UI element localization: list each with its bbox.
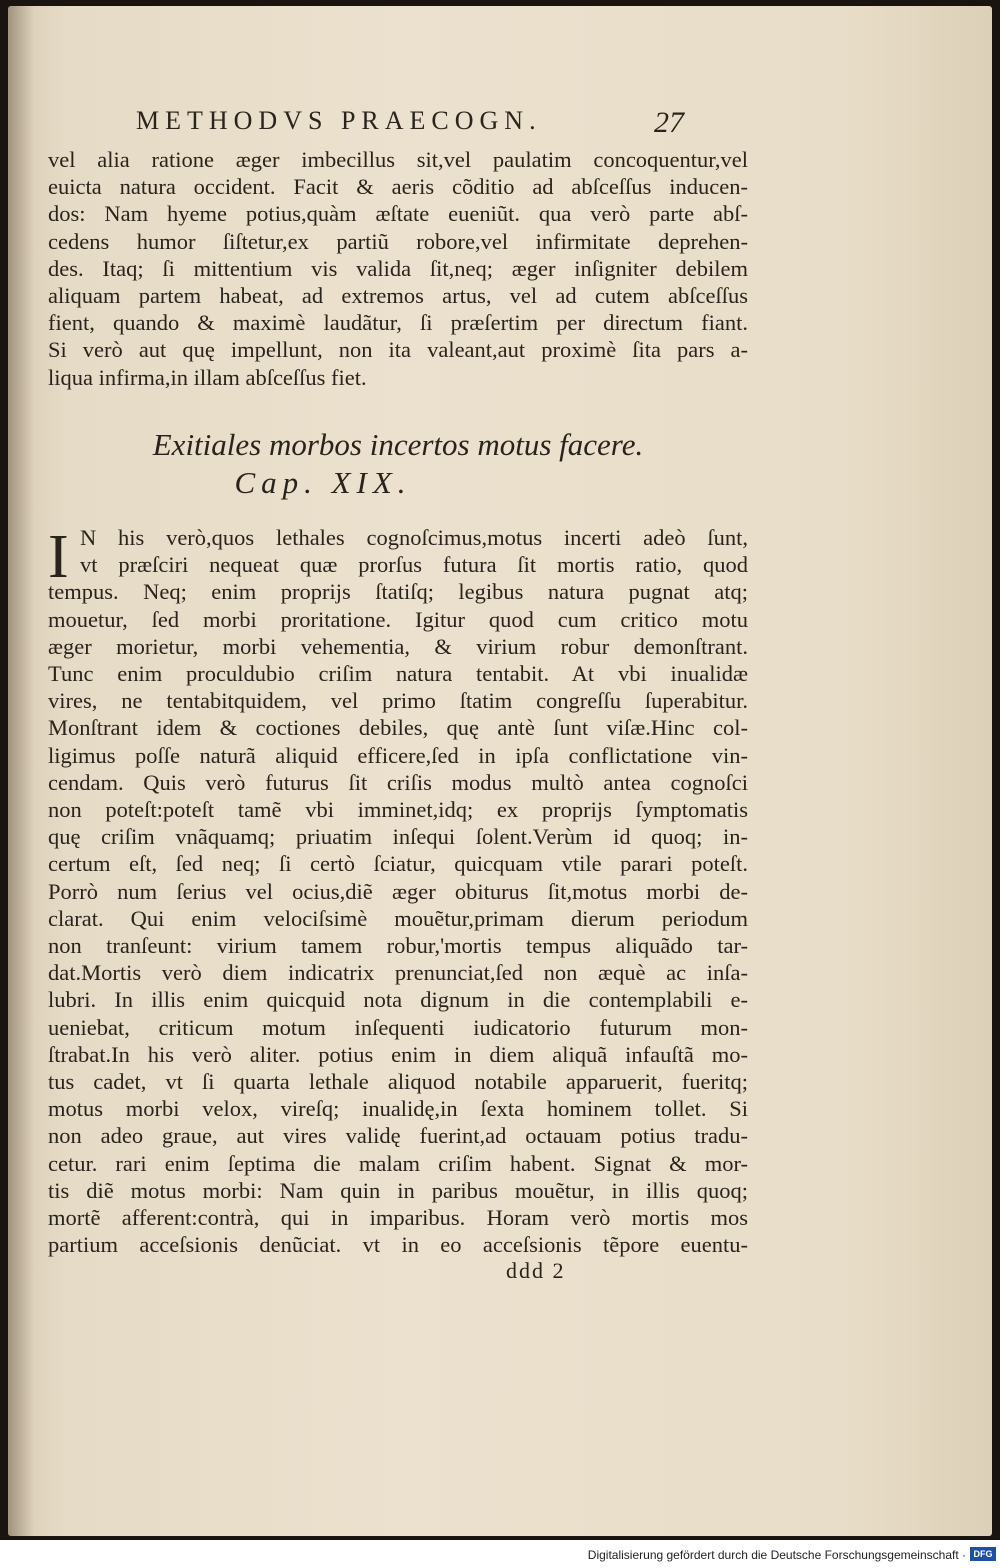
running-head: METHODVS PRAECOGN. — [136, 106, 542, 135]
text-line: æger morietur, morbi vehementia, & virium robur demonſtrant. — [48, 633, 748, 659]
digitization-credit: Digitalisierung gefördert durch die Deutsche Forschungsgemeinschaft · — [587, 1548, 966, 1562]
text-line: non tranſeunt: virium tamem robur,'mortis tempus aliquãdo tar- — [48, 933, 748, 959]
text-line: Monſtrant idem & coctiones debiles, quę antè ſunt viſæ.Hinc col- — [48, 715, 748, 741]
book-page — [8, 6, 992, 1536]
text-line: cendam. Quis verò futurus ſit criſis modus multò antea cognoſci — [48, 769, 748, 795]
text-line: ueniebat, criticum motum inſequenti iudicatorio futurum mon- — [48, 1014, 748, 1040]
text-line: partium acceſsionis denũciat. vt in eo acceſsionis tẽpore euentu- — [48, 1232, 748, 1258]
catchword-signature: ddd 2 — [506, 1258, 566, 1283]
text-line: non poteſt:poteſt tamẽ vbi imminet,idq; ex proprijs ſymptomatis — [48, 797, 748, 823]
text-line: certum eſt, ſed neq; ſi certò ſciatur, quicquam vtile parari poteſt. — [48, 851, 748, 877]
text-line: quę criſim vnãquamq; priuatim inſequi ſolent.Verùm id quoq; in- — [48, 824, 748, 850]
text-line: lubri. In illis enim quicquid nota dignum in die contemplabili e- — [48, 987, 748, 1013]
footer-bar — [0, 1540, 1000, 1568]
text-line: vel alia ratione æger imbecillus sit,vel paulatim concoquentur,vel — [48, 147, 748, 172]
text-line: mortẽ afferent:contrà, qui in imparibus. Horam verò mortis mos — [48, 1205, 748, 1231]
text-line: tempus. Neq; enim proprijs ſtatiſq; legibus natura pugnat atq; — [48, 579, 748, 605]
text-line: dos: Nam hyeme potius,quàm æſtate eueniũt. qua verò parte abſ- — [48, 201, 748, 227]
dfg-logo-icon: DFG — [970, 1547, 996, 1561]
text-line: Si verò aut quę impellunt, non ita valeant,aut proximè ſita pars a- — [48, 337, 748, 363]
text-line: mouetur, ſed morbi proritatione. Igitur quod cum critico motu — [48, 606, 748, 632]
text-line: aliquam partem habeat, ad extremos artus, vel ad cutem abſceſſus — [48, 283, 748, 309]
text-line: dat.Mortis verò diem indicatrix prenunciat,ſed non æquè ac inſa- — [48, 960, 748, 986]
text-line: motus morbi velox, vireſq; inualidę,in ſexta hominem tollet. Si — [48, 1096, 748, 1122]
page-number: 27 — [654, 106, 684, 139]
text-line: tis diẽ motus morbi: Nam quin in paribus mouẽtur, in illis quoq; — [48, 1177, 748, 1203]
text-line: ſtrabat.In his verò aliter. potius enim in diem aliquã infauſtã mo- — [48, 1041, 748, 1067]
text-line: vt præſciri nequeat quæ prorſus futura ſit mortis ratio, quod — [80, 552, 748, 578]
text-line: non adeo graue, aut vires validę fuerint,ad octauam potius tradu- — [48, 1123, 748, 1149]
text-line: clarat. Qui enim velociſsimè mouẽtur,primam dierum periodum — [48, 905, 748, 931]
text-line: cetur. rari enim ſeptima die malam criſim habent. Signat & mor- — [48, 1150, 748, 1176]
text-line: Porrò num ſerius vel ocius,diẽ æger obiturus ſit,motus morbi de- — [48, 878, 748, 904]
text-line: ligimus poſſe naturã aliquid efficere,ſed in ipſa conflictatione vin- — [48, 742, 748, 768]
top-paragraph — [48, 146, 748, 391]
text-line: liqua infirma,in illam abſceſſus fiet. — [48, 364, 367, 390]
text-line: des. Itaq; ſi mittentium vis valida ſit,neq; æger inſigniter debilem — [48, 255, 748, 281]
chapter-title: Exitiales morbos incertos motus facere. — [152, 427, 644, 462]
text-line: euicta natura occident. Facit & aeris cõditio ad abſceſſus inducen- — [48, 174, 748, 200]
text-line: fient, quando & maximè laudãtur, ſi præſertim per directum fiant. — [48, 310, 748, 336]
text-line: cedens humor ſiſtetur,ex partiũ robore,vel infirmitate deprehen- — [48, 228, 748, 254]
text-line: vires, ne tentabitquidem, vel primo ſtatim congreſſu ſuperabitur. — [48, 688, 748, 714]
chapter-heading — [48, 426, 748, 502]
chapter-number: Cap. XIX. — [234, 465, 412, 500]
main-paragraph — [48, 524, 748, 1258]
drop-cap: I — [48, 523, 69, 591]
text-line: Tunc enim proculdubio criſim natura tentabit. At vbi inualidæ — [48, 661, 748, 687]
text-line: N his verò,quos lethales cognoſcimus,motus incerti adeò ſunt, — [80, 525, 748, 550]
binding-shadow — [8, 6, 34, 1536]
text-line: tus cadet, vt ſi quarta lethale aliquod notabile apparuerit, fueritq; — [48, 1069, 748, 1095]
